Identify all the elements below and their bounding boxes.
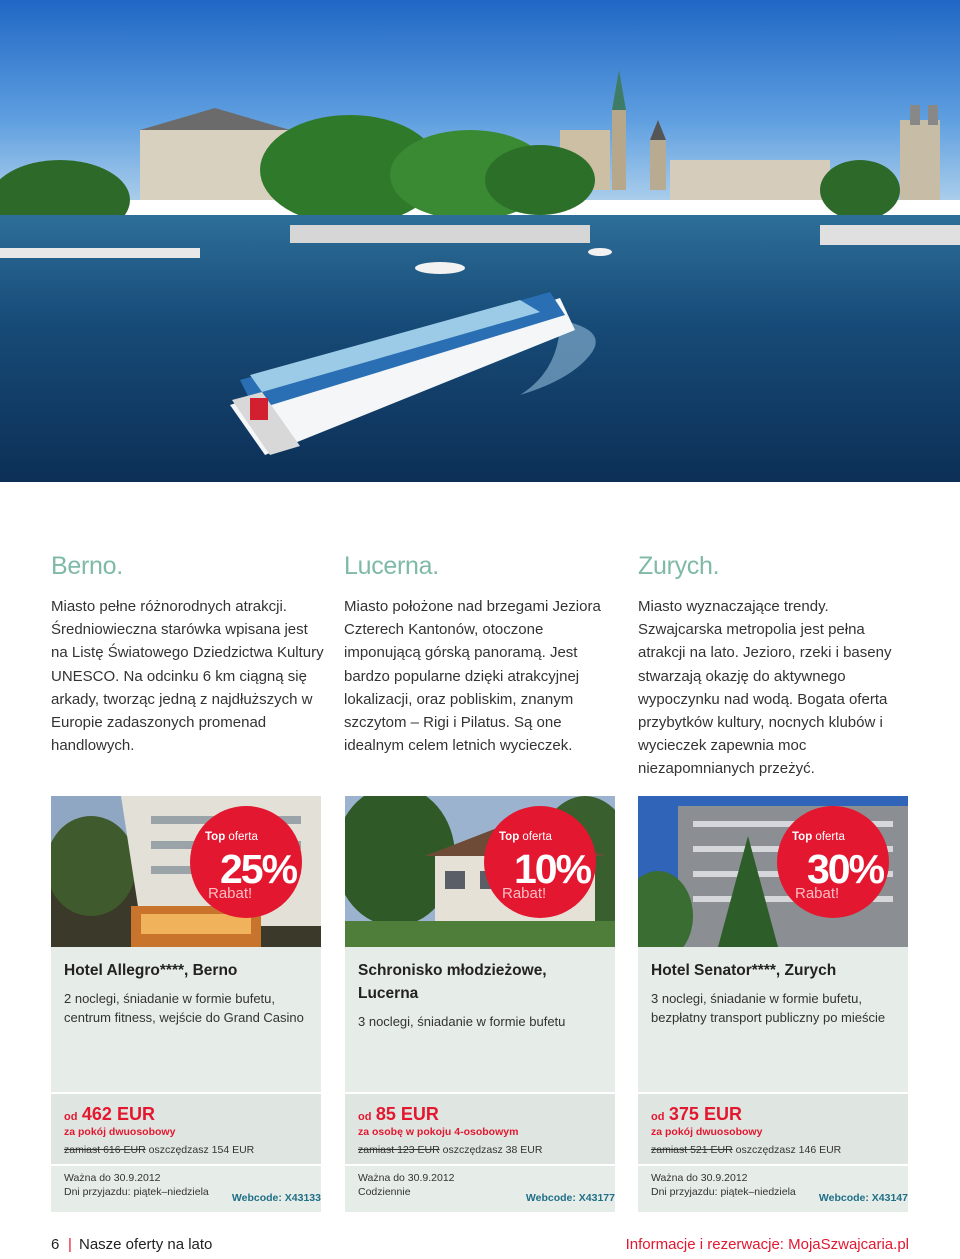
valid-until: Ważna do 30.9.2012 xyxy=(64,1172,161,1184)
arrival-days: Dni przyjazdu: piątek–niedziela xyxy=(64,1185,209,1198)
city-text: Miasto wyznaczające trendy. Szwajcarska metropolia jest pełna atrakcji na lato. Jezioro, rzeki i baseny stwarzają okazję do aktywnego wypoczynku nad wodą. Bogata oferta przybytków kultury, nocnych klubów i wycieczek zapewnia moc niezapomnianych przeżyć. xyxy=(638,598,892,778)
offer-price xyxy=(345,1092,615,1164)
zurich-river-boat-image xyxy=(0,0,960,482)
offer-info xyxy=(51,947,321,1092)
city-title: Zurych. xyxy=(638,552,720,580)
offer-card-lucerne[interactable] xyxy=(345,796,615,1214)
city-zurich xyxy=(638,552,913,781)
discount-percent: 10% xyxy=(514,846,591,892)
city-text: Miasto położone nad brzegami Jeziora Czterech Kantonów, otoczone imponującą górską panoramą. Jest bardzo popularne dzięki atrakcyjnej lokalizacji, oraz pobliskim, znanym szczytom – Rigi i Pilatus. Są one idealnym celem letnich wycieczek. xyxy=(344,598,601,755)
arrival-days: Codziennie xyxy=(358,1185,411,1198)
city-title: Lucerna. xyxy=(344,552,439,580)
offer-footer xyxy=(345,1164,615,1212)
offer-card-bern[interactable] xyxy=(51,796,321,1214)
hotel-name: Hotel Allegro****, Berno xyxy=(64,962,238,979)
offer-details: 3 noclegi, śniadanie w formie bufetu, bezpłatny transport publiczny po mieście xyxy=(651,991,886,1025)
discount-badge xyxy=(190,806,302,918)
price-savings: zamiast 616 EUR oszczędzasz 154 EUR xyxy=(64,1144,255,1156)
valid-until: Ważna do 30.9.2012 xyxy=(358,1172,455,1184)
hotel-photo xyxy=(51,796,321,947)
offer-price xyxy=(51,1092,321,1164)
offer-info xyxy=(345,947,615,1092)
offer-details: 2 noclegi, śniadanie w formie bufetu, centrum fitness, wejście do Grand Casino xyxy=(64,991,304,1025)
badge-rabat: Rabat! xyxy=(502,885,547,902)
city-text: Miasto pełne różnorodnych atrakcji. Średniowieczna starówka wpisana jest na Listę Światowego Dziedzictwa Kultury UNESCO. Na odcinku 6 km ciągną się arkady, tworząc jedną z najdłuższych w Europie zadaszonych promenad handlowych. xyxy=(51,598,324,755)
price-line: od 85 EUR xyxy=(358,1104,439,1124)
page-number: 6 xyxy=(51,1236,60,1253)
offer-footer xyxy=(638,1164,908,1212)
valid-until: Ważna do 30.9.2012 xyxy=(651,1172,748,1184)
footer-separator: | xyxy=(68,1236,72,1253)
badge-label: Top oferta xyxy=(499,831,552,843)
price-unit: za pokój dwuosobowy xyxy=(64,1126,176,1138)
city-bern xyxy=(51,552,326,757)
arrival-days: Dni przyjazdu: piątek–niedziela xyxy=(651,1185,796,1198)
hotel-name: Schronisko młodzieżowe, Lucerna xyxy=(358,962,547,1002)
page-footer xyxy=(51,1236,909,1256)
price-savings: zamiast 521 EUR oszczędzasz 146 EUR xyxy=(651,1144,842,1156)
price-line: od 462 EUR xyxy=(64,1104,155,1124)
hotel-name: Hotel Senator****, Zurych xyxy=(651,962,837,979)
offer-footer xyxy=(51,1164,321,1212)
discount-percent: 25% xyxy=(220,846,297,892)
city-lucerne xyxy=(344,552,619,757)
offer-details: 3 noclegi, śniadanie w formie bufetu xyxy=(358,1014,566,1029)
price-unit: za pokój dwuosobowy xyxy=(651,1126,763,1138)
discount-badge xyxy=(484,806,596,918)
price-line: od 375 EUR xyxy=(651,1104,742,1124)
badge-rabat: Rabat! xyxy=(795,885,840,902)
hotel-photo xyxy=(638,796,908,947)
badge-label: Top oferta xyxy=(792,831,845,843)
price-unit: za osobę w pokoju 4-osobowym xyxy=(358,1126,519,1138)
offer-info xyxy=(638,947,908,1092)
booking-info-link[interactable]: Informacje i rezerwacje: MojaSzwajcaria.pl xyxy=(625,1236,909,1253)
webcode: Webcode: X43147 xyxy=(818,1192,908,1204)
offer-price xyxy=(638,1092,908,1164)
badge-rabat: Rabat! xyxy=(208,885,253,902)
section-title: Nasze oferty na lato xyxy=(79,1236,213,1253)
webcode: Webcode: X43133 xyxy=(231,1192,321,1204)
discount-badge xyxy=(777,806,889,918)
city-title: Berno. xyxy=(51,552,123,580)
badge-label: Top oferta xyxy=(205,831,258,843)
offer-card-zurich[interactable] xyxy=(638,796,908,1214)
city-descriptions xyxy=(0,552,960,778)
hotel-photo xyxy=(345,796,615,947)
hero-photo xyxy=(0,0,960,482)
discount-percent: 30% xyxy=(807,846,884,892)
price-savings: zamiast 123 EUR oszczędzasz 38 EUR xyxy=(358,1144,543,1156)
webcode: Webcode: X43177 xyxy=(525,1192,615,1204)
